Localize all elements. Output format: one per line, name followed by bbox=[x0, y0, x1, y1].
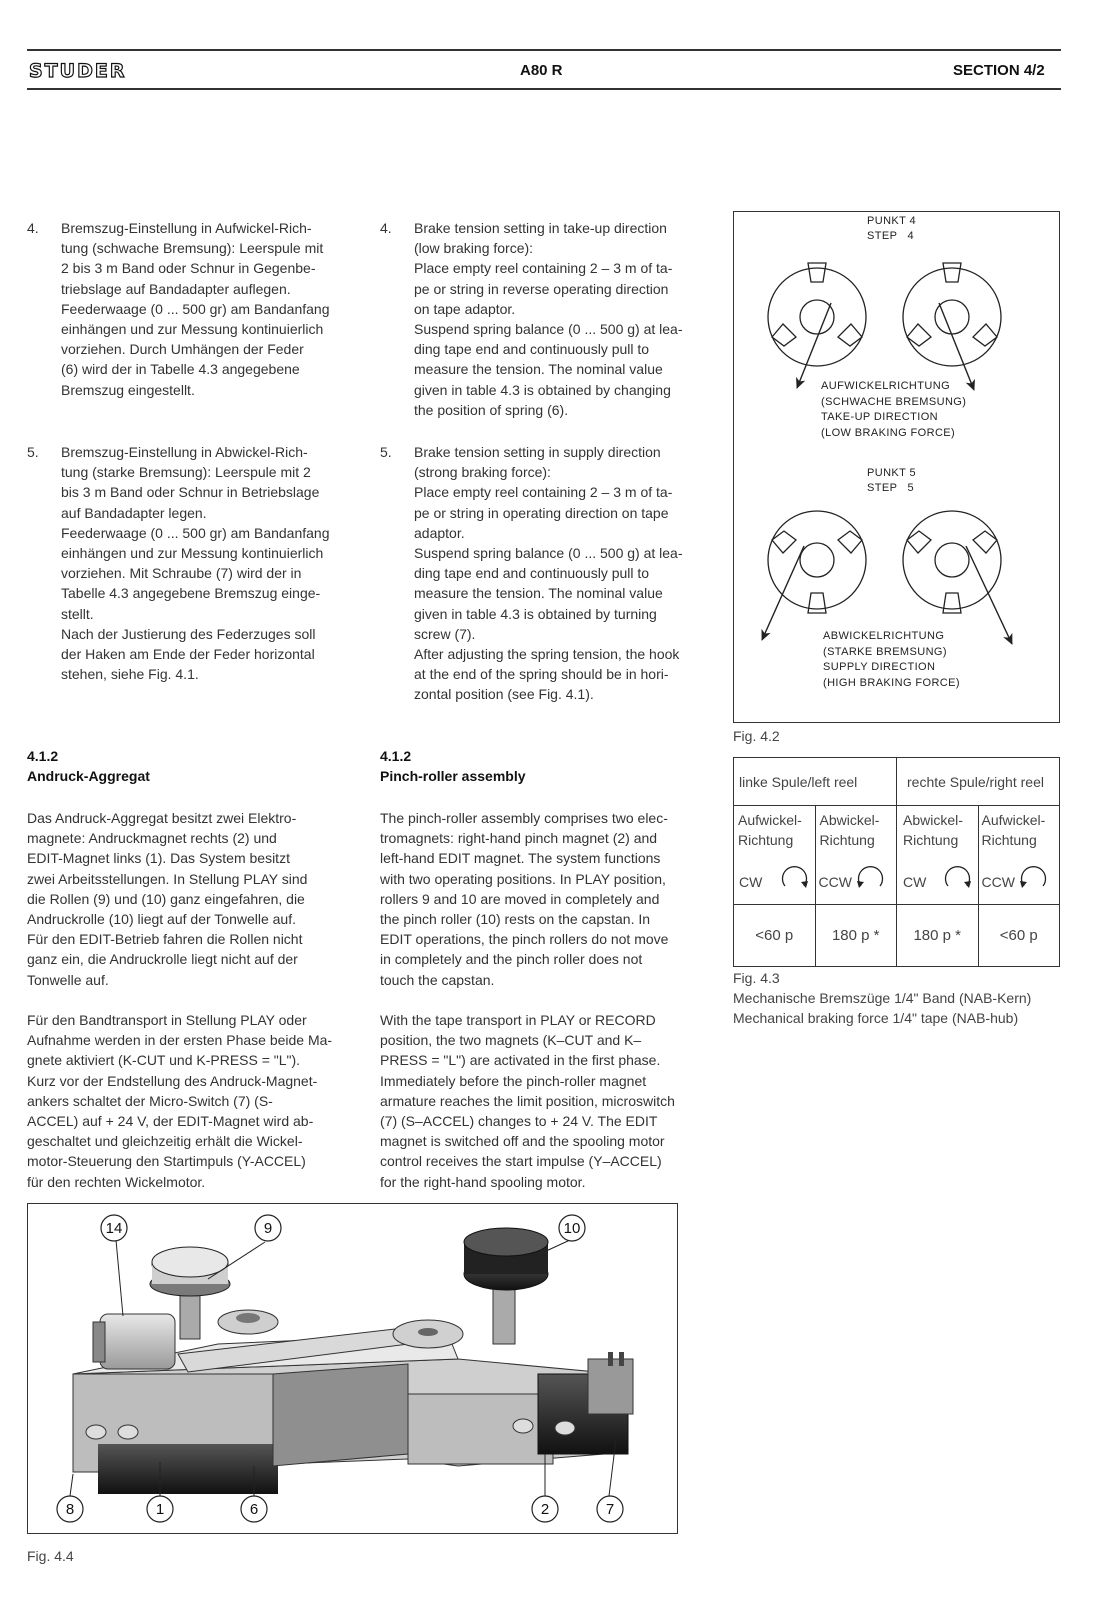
line: (LOW BRAKING FORCE) bbox=[821, 426, 956, 439]
line: in completely and the pinch roller does not bbox=[380, 951, 643, 968]
line: (STARKE BREMSUNG) bbox=[823, 645, 947, 658]
line: measure the tension. The nominal value bbox=[414, 585, 663, 602]
part-label: 9 bbox=[263, 1220, 273, 1237]
line: ding tape end and continuously pull to bbox=[414, 565, 650, 582]
fig-4-2-reel-diagram bbox=[733, 211, 1060, 723]
line: the pinch roller (10) rests on the capstan. In bbox=[380, 911, 651, 928]
line: tromagnets: right-hand pinch magnet (2) and bbox=[380, 830, 658, 847]
line: adaptor. bbox=[414, 524, 465, 541]
line: Tabelle 4.3 angegebene Bremszug einge- bbox=[61, 585, 321, 602]
line: TAKE-UP DIRECTION bbox=[821, 411, 939, 423]
english-paragraph-2 bbox=[380, 1010, 710, 1192]
fig-4-3-caption: Fig. 4.3 bbox=[733, 970, 780, 986]
cell-line: Richtung bbox=[903, 832, 959, 848]
english-section-number: 4.1.2 bbox=[380, 748, 412, 764]
takeup-direction-label bbox=[821, 379, 966, 441]
line: die Rollen (9) und (10) ganz eingefahren, die bbox=[27, 890, 305, 907]
line: Place empty reel containing 2 – 3 m of ta- bbox=[414, 484, 673, 501]
step5-label: STEP 5 bbox=[867, 482, 915, 494]
table-cell-direction bbox=[734, 806, 816, 905]
direction-label: CW bbox=[739, 874, 763, 890]
studer-logo: STUDER bbox=[29, 60, 127, 82]
line: pe or string in operating direction on tape bbox=[414, 504, 669, 521]
line: Bremszug-Einstellung in Abwickel-Rich- bbox=[61, 444, 308, 460]
line: triebslage auf Bandadapter auflegen. bbox=[61, 280, 291, 297]
line: ganz ein, die Andruckrolle liegt nicht auf der bbox=[27, 951, 298, 968]
line: on tape adaptor. bbox=[414, 300, 516, 317]
line: (SCHWACHE BREMSUNG) bbox=[821, 395, 967, 408]
part-label: 6 bbox=[249, 1501, 259, 1518]
cw-arrow-icon bbox=[778, 858, 812, 892]
line: armature reaches the limit position, microswitch bbox=[380, 1092, 675, 1109]
line: Das Andruck-Aggregat besitzt zwei Elektro- bbox=[27, 810, 297, 826]
line: Für den EDIT-Betrieb fahren die Rollen nicht bbox=[27, 931, 303, 948]
part-label: 10 bbox=[563, 1220, 581, 1237]
english-paragraph-1 bbox=[380, 808, 710, 990]
line: (6) wird der in Tabelle 4.3 angegebene bbox=[61, 361, 300, 378]
line: Place empty reel containing 2 – 3 m of ta- bbox=[414, 260, 673, 277]
fig-4-3-caption-german: Mechanische Bremszüge 1/4" Band (NAB-Kern) bbox=[733, 990, 1032, 1006]
part-label: 1 bbox=[155, 1501, 165, 1518]
step-text bbox=[61, 218, 353, 400]
cell-line: Richtung bbox=[819, 832, 875, 848]
cw-arrow-icon bbox=[941, 858, 975, 892]
left-reel-step5 bbox=[768, 511, 866, 613]
cell-line: Abwickel- bbox=[903, 812, 963, 828]
cell-line: Richtung bbox=[981, 832, 1037, 848]
line: position, the two magnets (K–CUT and K– bbox=[380, 1032, 642, 1049]
line: SUPPLY DIRECTION bbox=[823, 661, 936, 673]
line: vorziehen. Mit Schraube (7) wird der in bbox=[61, 565, 302, 582]
line: Feederwaage (0 ... 500 gr) am Bandanfang bbox=[61, 300, 330, 317]
line: tung (starke Bremsung): Leerspule mit 2 bbox=[61, 464, 311, 481]
line: EDIT operations, the pinch rollers do not move bbox=[380, 931, 669, 948]
line: control receives the start impulse (Y–ACCEL) bbox=[380, 1153, 662, 1170]
fig-4-4-caption: Fig. 4.4 bbox=[27, 1548, 74, 1564]
line: auf Bandadapter legen. bbox=[61, 504, 207, 521]
line: for the right-hand spooling motor. bbox=[380, 1173, 586, 1190]
line: Bremszug-Einstellung in Aufwickel-Rich- bbox=[61, 220, 312, 236]
ccw-arrow-icon bbox=[854, 858, 888, 892]
line: Brake tension setting in take-up direction bbox=[414, 220, 667, 236]
step4-label: STEP 4 bbox=[867, 230, 915, 242]
supply-direction-label bbox=[823, 629, 960, 691]
line: with two operating positions. In PLAY position, bbox=[380, 870, 666, 887]
line: the position of spring (6). bbox=[414, 401, 569, 418]
cell-line: Abwickel- bbox=[819, 812, 880, 828]
line: PRESS = "L") are activated in the first phase. bbox=[380, 1052, 661, 1069]
fig-4-2-caption: Fig. 4.2 bbox=[733, 728, 780, 744]
step-text bbox=[414, 218, 710, 420]
part-label: 7 bbox=[605, 1501, 615, 1518]
brake-value: <60 p bbox=[978, 905, 1060, 967]
line: magnete: Andruckmagnet rechts (2) und bbox=[27, 830, 277, 847]
brake-value: <60 p bbox=[734, 905, 816, 967]
left-reel-step4 bbox=[768, 263, 866, 366]
table-cell-direction bbox=[897, 806, 979, 905]
line: measure the tension. The nominal value bbox=[414, 361, 663, 378]
line: Nach der Justierung des Federzuges soll bbox=[61, 625, 316, 642]
brake-tension-table bbox=[733, 757, 1060, 967]
punkt4-label: PUNKT 4 bbox=[867, 215, 917, 227]
punkt5-label: PUNKT 5 bbox=[867, 467, 917, 479]
step-number: 4. bbox=[27, 220, 39, 236]
line: ding tape end and continuously pull to bbox=[414, 341, 650, 358]
fig-4-3-caption-english: Mechanical braking force 1/4" tape (NAB-hub) bbox=[733, 1010, 1019, 1026]
line: screw (7). bbox=[414, 625, 476, 642]
line: Brake tension setting in supply direction bbox=[414, 444, 661, 460]
cell-line: Aufwickel- bbox=[738, 812, 802, 828]
header-bottom-rule bbox=[27, 88, 1061, 90]
line: ankers schaltet der Micro-Switch (7) (S- bbox=[27, 1092, 273, 1109]
direction-label: CCW bbox=[981, 874, 1015, 890]
section-label: SECTION 4/2 bbox=[953, 62, 1045, 79]
cell-line: Richtung bbox=[738, 832, 794, 848]
step-number: 5. bbox=[27, 444, 39, 460]
line: tung (schwache Bremsung): Leerspule mit bbox=[61, 240, 324, 257]
line: zontal position (see Fig. 4.1). bbox=[414, 686, 594, 703]
line: left-hand EDIT magnet. The system functions bbox=[380, 850, 661, 867]
part-label: 8 bbox=[65, 1501, 75, 1518]
model-label: A80 R bbox=[520, 62, 563, 79]
line: der Haken am Ende der Feder horizontal bbox=[61, 646, 315, 663]
step-number: 5. bbox=[380, 444, 392, 460]
right-reel-step4 bbox=[903, 263, 1001, 366]
german-paragraph-1 bbox=[27, 808, 353, 990]
line: touch the capstan. bbox=[380, 971, 495, 988]
cell-line: Aufwickel- bbox=[981, 812, 1046, 828]
line: With the tape transport in PLAY or RECORD bbox=[380, 1012, 656, 1028]
line: stehen, siehe Fig. 4.1. bbox=[61, 666, 199, 683]
german-section-title: Andruck-Aggregat bbox=[27, 768, 150, 784]
ccw-arrow-icon bbox=[1017, 858, 1051, 892]
header-top-rule bbox=[27, 49, 1061, 51]
table-cell-direction bbox=[978, 806, 1060, 905]
line: pe or string in reverse operating direction bbox=[414, 280, 669, 297]
table-header-right: rechte Spule/right reel bbox=[897, 758, 1060, 806]
right-reel-step5 bbox=[903, 511, 1001, 613]
line: vorziehen. Durch Umhängen der Feder bbox=[61, 341, 304, 358]
table-cell-direction bbox=[815, 806, 897, 905]
line: After adjusting the spring tension, the hook bbox=[414, 646, 680, 663]
line: AUFWICKELRICHTUNG bbox=[821, 380, 951, 392]
line: für den rechten Wickelmotor. bbox=[27, 1173, 206, 1190]
fig-4-4-pinch-roller-photo bbox=[27, 1203, 678, 1534]
line: Suspend spring balance (0 ... 500 g) at lea- bbox=[414, 545, 683, 562]
step-text bbox=[61, 442, 353, 684]
line: at the end of the spring should be in hori- bbox=[414, 666, 669, 683]
part-label: 14 bbox=[105, 1220, 123, 1237]
line: The pinch-roller assembly comprises two elec- bbox=[380, 810, 668, 826]
direction-label: CW bbox=[903, 874, 927, 890]
german-paragraph-2 bbox=[27, 1010, 353, 1192]
line: given in table 4.3 is obtained by changing bbox=[414, 381, 671, 398]
line: einhängen und zur Messung kontinuierlich bbox=[61, 545, 324, 562]
direction-label: CCW bbox=[818, 874, 852, 890]
line: einhängen und zur Messung kontinuierlich bbox=[61, 321, 324, 338]
brake-value: 180 p * bbox=[815, 905, 897, 967]
line: geschaltet und gleichzeitig erhält die Wickel- bbox=[27, 1133, 303, 1150]
line: Bremszug eingestellt. bbox=[61, 381, 195, 398]
english-section-title: Pinch-roller assembly bbox=[380, 768, 526, 784]
line: Für den Bandtransport in Stellung PLAY oder bbox=[27, 1012, 307, 1028]
line: (strong braking force): bbox=[414, 464, 551, 481]
line: 2 bis 3 m Band oder Schnur in Gegenbe- bbox=[61, 260, 316, 277]
part-label: 2 bbox=[540, 1501, 550, 1518]
line: ABWICKELRICHTUNG bbox=[823, 630, 945, 642]
pinch-roller-assembly-illustration bbox=[28, 1204, 677, 1533]
line: Suspend spring balance (0 ... 500 g) at lea- bbox=[414, 321, 683, 338]
line: Feederwaage (0 ... 500 gr) am Bandanfang bbox=[61, 524, 330, 541]
line: Aufnahme werden in der ersten Phase beide Ma- bbox=[27, 1032, 333, 1049]
line: motor-Steuerung den Startimpuls (Y-ACCEL) bbox=[27, 1153, 306, 1170]
line: Tonwelle auf. bbox=[27, 971, 109, 988]
line: given in table 4.3 is obtained by turning bbox=[414, 605, 657, 622]
step-text bbox=[414, 442, 710, 705]
line: zwei Arbeitsstellungen. In Stellung PLAY sind bbox=[27, 870, 308, 887]
step-number: 4. bbox=[380, 220, 392, 236]
line: Kurz vor der Endstellung des Andruck-Magnet- bbox=[27, 1072, 318, 1089]
line: Andruckrolle (10) liegt auf der Tonwelle auf. bbox=[27, 911, 297, 928]
line: stellt. bbox=[61, 605, 94, 622]
line: (HIGH BRAKING FORCE) bbox=[823, 676, 960, 689]
line: gnete aktiviert (K-CUT und K-PRESS = "L"). bbox=[27, 1052, 301, 1069]
line: (7) (S–ACCEL) changes to + 24 V. The EDIT bbox=[380, 1113, 658, 1130]
brake-value: 180 p * bbox=[897, 905, 979, 967]
line: ACCEL) auf + 24 V, der EDIT-Magnet wird ab- bbox=[27, 1113, 314, 1130]
line: Immediately before the pinch-roller magnet bbox=[380, 1072, 647, 1089]
line: rollers 9 and 10 are moved in completely and bbox=[380, 890, 660, 907]
line: EDIT-Magnet links (1). Das System besitzt bbox=[27, 850, 290, 867]
line: bis 3 m Band oder Schnur in Betriebslage bbox=[61, 484, 320, 501]
german-section-number: 4.1.2 bbox=[27, 748, 59, 764]
line: (low braking force): bbox=[414, 240, 534, 257]
line: magnet is switched off and the spooling motor bbox=[380, 1133, 665, 1150]
table-header-left: linke Spule/left reel bbox=[734, 758, 897, 806]
